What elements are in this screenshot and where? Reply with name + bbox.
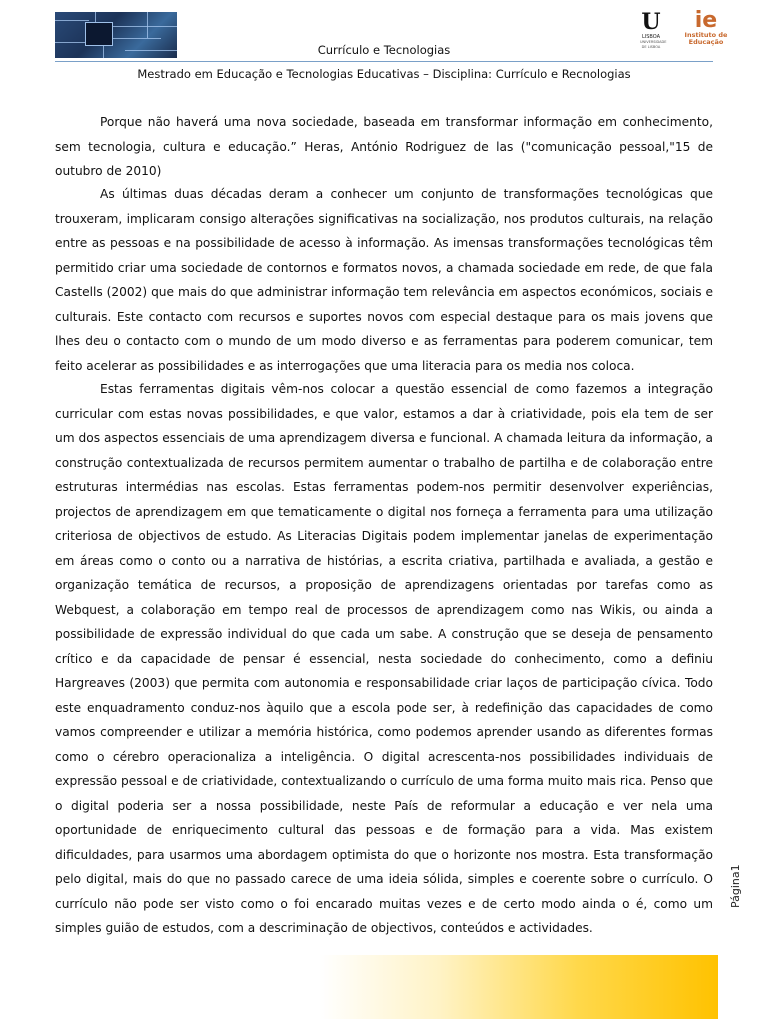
ulisboa-logo-letter: U [641,9,661,35]
ie-logo-mark: ie [694,8,718,33]
header-divider [55,61,713,62]
document-subtitle: Mestrado em Educação e Tecnologias Educativas – Disciplina: Currículo e Recnologias [137,67,631,81]
ulisboa-logo-subtext: UNIVERSIDADE DE LISBOA [640,40,667,49]
page-number: Página1 [729,864,742,908]
body-paragraph-2: Estas ferramentas digitais vêm-nos colocar a questão essencial de como fazemos a integração curricular com estas novas possibilidades, e que valor, estamos a dar à criatividade, pois ela tem de ser um dos aspectos essenciais de uma aprendizagem diversa e funcional. A chamada leitura da informação, a construção contextualizada de recursos permitem aumentar o trabalho de partilha e de colaboração entre estruturas intermédias nas escolas. Estas ferramentas podem-nos permitir desenvolver experiências, projectos de aprendizagem em que tematicamente o digital nos forneça a ferramenta para uma utilização criteriosa de objectivos de estudo. As Literacias Digitais podem implementar janelas de experimentação em áreas como o conto ou a narrativa de histórias, a escrita criativa, partilhada e avaliada, a gestão e organização temática de recursos, a proposição de aprendizagens orientadas por tarefas como as Webquest, a colaboração em tempo real de processos de aprendizagem como nas Wikis, ou ainda a possibilidade de expressão individual do que cada um sabe. A construção que se deseja de pensamento crítico e da capacidade de pensar é essencial, nesta sociedade do conhecimento, como a definiu Hargreaves (2003) que permita com autonomia e responsabilidade criar laços de participação cívica. Todo este enquadramento conduz-nos àquilo que a escola pode ser, à redefinição das capacidades de como vamos compreender e utilizar a memória histórica, como podemos aprender usando as diferentes formas como o cérebro operacionaliza a inteligência. O digital acrescenta-nos possibilidades individuais de expressão pessoal e de criatividade, contextualizando o currículo de uma forma muito mais rica. Penso que o digital poderia ser a nossa possibilidade, neste País de reformular a educação e ver nela uma oportunidade de enriquecimento cultural das pessoas e de formação para a vida. Mas existem dificuldades, para usarmos uma abordagem optimista do que o horizonte nos mostra. Esta transformação pelo digital, mais do que no passado carece de uma ideia sólida, simples e coerente sobre o currículo. O currículo não pode ser visto como o foi encarado muitas vezes e de certo modo ainda o é, como um simples guião de estudos, com a descriminação de objectivos, conteúdos e actividades. [55,382,713,935]
ulisboa-logo [640,9,667,58]
footer-accent-bar [320,955,718,1019]
ie-logo-line1: Instituto de [684,31,728,39]
quote-paragraph: Porque não haverá uma nova sociedade, baseada em transformar informação em conhecimento, sem tecnologia, cultura e educação.” Heras, António Rodriguez de las ("comunicação pessoal,"15 de outubro de 2010) [55,115,713,178]
ulisboa-logo-text: LISBOA [641,34,661,40]
ie-logo-line2: Educação [688,38,724,46]
header-title: Currículo e Tecnologias [317,43,451,57]
body-paragraph-1: As últimas duas décadas deram a conhecer um conjunto de transformações tecnológicas que trouxeram, implicaram consigo alterações significativas na socialização, nos produtos culturais, na relação entre as pessoas e na possibilidade de acesso à informação. As imensas transformações tecnológicas têm permitido criar uma sociedade de contornos e formatos novos, a chamada sociedade em rede, de que fala Castells (2002) que mais do que administrar informação tem relevância em aspectos económicos, sociais e culturais. Este contacto com recursos e suportes novos com especial destaque para os mais jovens que lhes deu o contacto com o mundo de um modo diverso e as ferramentas para poderem comunicar, tem feito acelerar as possibilidades e as interrogações que uma literacia para os media nos coloca. [55,187,713,373]
ie-logo [676,10,736,46]
